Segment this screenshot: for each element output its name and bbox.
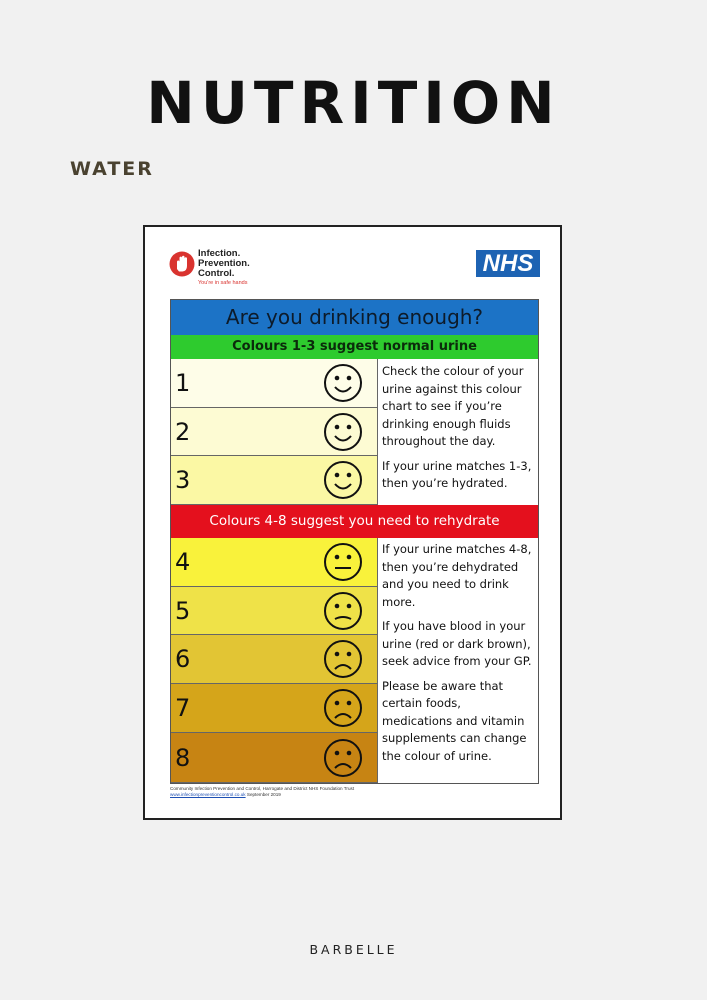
sad-face-icon: [323, 738, 363, 778]
swatch-number: 8: [175, 743, 191, 772]
page-title: NUTRITION: [146, 69, 561, 137]
ipc-wordmark: Infection. Prevention. Control.: [198, 248, 250, 279]
swatch-number: 3: [175, 466, 191, 494]
nhs-logo: NHS: [476, 250, 540, 277]
colour-swatch-7: [171, 684, 378, 733]
ipc-logo: [169, 249, 269, 289]
rehydrate-band: Colours 4-8 suggest you need to rehydrate: [171, 505, 538, 538]
footer-link[interactable]: www.infectionpreventioncontrol.co.uk: [170, 792, 246, 797]
swatch-number: 5: [175, 596, 191, 625]
slightly-sad-face-icon: [323, 591, 363, 631]
rehydrate-paragraph: Please be aware that certain foods, medications and vitamin supplements can change the colour of urine.: [382, 678, 527, 763]
urine-colour-chart-poster: [143, 225, 562, 820]
normal-paragraph: If your urine matches 1-3, then you’re hydrated.: [382, 458, 532, 490]
footer-credit: Community Infection Prevention and Control, Harrogate and District NHS Foundation Trust: [170, 786, 355, 791]
happy-face-icon: [323, 363, 363, 403]
hand-heart-icon: [169, 251, 195, 277]
colour-swatch-2: [171, 408, 378, 456]
normal-paragraph: Check the colour of your urine against this colour chart to see if you’re drinking enough fluids throughout the day.: [382, 364, 524, 448]
brand-footer: BARBELLE: [309, 942, 398, 957]
swatch-number: 6: [175, 645, 191, 673]
footer-date: September 2019: [246, 792, 281, 797]
sad-face-icon: [323, 688, 363, 728]
colour-swatch-6: [171, 635, 378, 684]
swatch-number: 1: [175, 369, 191, 397]
colour-swatch-3: [171, 456, 378, 505]
colour-chart: [170, 299, 539, 784]
ipc-tagline: You're in safe hands: [198, 280, 248, 286]
happy-face-icon: [323, 412, 363, 452]
rehydrate-description: [379, 541, 537, 772]
swatch-number: 4: [175, 548, 191, 576]
neutral-face-icon: [323, 542, 363, 582]
normal-urine-band: Colours 1-3 suggest normal urine: [171, 335, 538, 359]
colour-swatch-1: [171, 359, 378, 408]
sad-face-icon: [323, 639, 363, 679]
colour-swatch-5: [171, 587, 378, 635]
swatch-number: 2: [175, 417, 191, 446]
normal-description: [379, 363, 537, 500]
colour-swatch-8: [171, 733, 378, 783]
colour-swatch-4: [171, 538, 378, 587]
rehydrate-paragraph: If your urine matches 4-8, then you’re dehydrated and you need to drink more.: [382, 542, 532, 609]
swatch-number: 7: [175, 694, 191, 722]
rehydrate-paragraph: If you have blood in your urine (red or dark brown), seek advice from your GP.: [382, 619, 532, 668]
chart-heading: Are you drinking enough?: [171, 300, 538, 335]
happy-face-icon: [323, 460, 363, 500]
section-title: WATER: [70, 158, 154, 180]
poster-footer: [170, 786, 354, 798]
